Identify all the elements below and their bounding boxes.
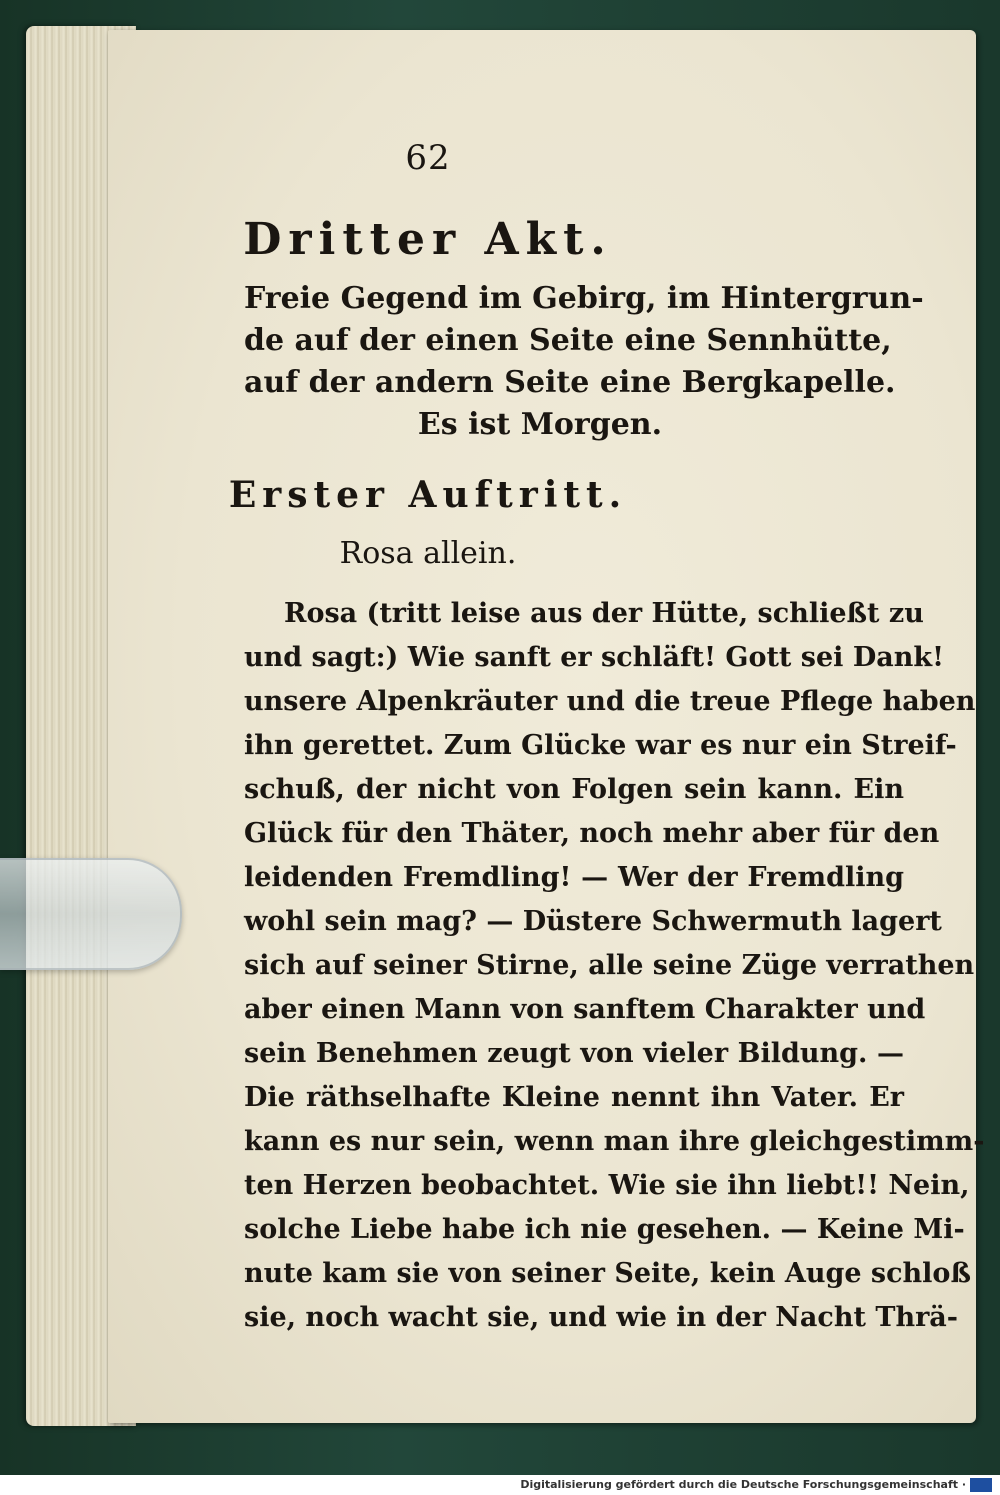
- body-line: Die räthselhafte Kleine nennt ihn Vater. Er: [244, 1082, 904, 1113]
- body-line: nute kam sie von seiner Seite, kein Auge schloß: [244, 1258, 971, 1289]
- body-line: sie, noch wacht sie, und wie in der Nacht Thrä-: [244, 1302, 959, 1333]
- body-line: wohl sein mag? — Düstere Schwermuth lagert: [244, 906, 942, 937]
- body-line: sein Benehmen zeugt von vieler Bildung. —: [244, 1038, 904, 1069]
- stage-direction: [244, 278, 924, 446]
- scene-title: Erster Auftritt.: [228, 474, 628, 516]
- body-line: Glück für den Thäter, noch mehr aber für den: [244, 818, 940, 849]
- footer-credit: Digitalisierung gefördert durch die Deutsche Forschungsgemeinschaft ·: [520, 1478, 966, 1491]
- body-line: kann es nur sein, wenn man ihre gleichgestimm-: [244, 1126, 985, 1157]
- body-text: [244, 592, 985, 1340]
- body-line: schuß, der nicht von Folgen sein kann. Ein: [244, 774, 904, 805]
- body-line: aber einen Mann von sanftem Charakter und: [244, 994, 926, 1025]
- plastic-page-holder: [0, 858, 182, 970]
- stage-direction-line: Es ist Morgen.: [417, 407, 663, 442]
- act-title: Dritter Akt.: [243, 214, 613, 265]
- stage-direction-line: auf der andern Seite eine Bergkapelle.: [244, 365, 896, 400]
- body-line: sich auf seiner Stirne, alle seine Züge verrathen: [244, 950, 975, 981]
- body-line: ten Herzen beobachtet. Wie sie ihn liebt!! Nein,: [244, 1170, 970, 1201]
- body-line: solche Liebe habe ich nie gesehen. — Keine Mi-: [244, 1214, 965, 1245]
- body-line: Rosa (tritt leise aus der Hütte, schließt zu: [284, 598, 924, 629]
- body-line: und sagt:) Wie sanft er schläft! Gott sei Dank!: [244, 642, 944, 673]
- scene-characters: Rosa allein.: [339, 536, 517, 571]
- body-line: leidenden Fremdling! — Wer der Fremdling: [244, 862, 904, 893]
- stage-direction-line: de auf der einen Seite eine Sennhütte,: [244, 323, 892, 358]
- dfg-logo: [970, 1478, 992, 1492]
- stage-direction-line: Freie Gegend im Gebirg, im Hintergrun-: [244, 281, 924, 316]
- page-number: 62: [405, 138, 451, 178]
- body-line: ihn gerettet. Zum Glücke war es nur ein Streif-: [244, 730, 957, 761]
- body-line: unsere Alpenkräuter und die treue Pflege haben: [244, 686, 976, 717]
